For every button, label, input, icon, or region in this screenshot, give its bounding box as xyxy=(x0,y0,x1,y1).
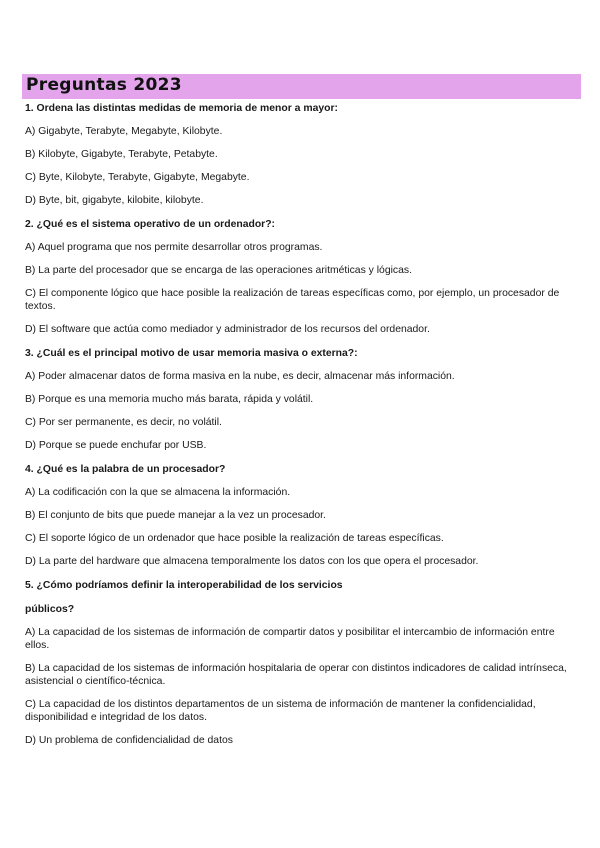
question-5-option-c: C) La capacidad de los distintos departamentos de un sistema de información de mantener la confidencialidad, disponibilidad e integridad de los datos. xyxy=(25,699,536,723)
question-4: 4. ¿Qué es la palabra de un procesador? xyxy=(25,464,226,475)
question-1: 1. Ordena las distintas medidas de memoria de menor a mayor: xyxy=(25,103,338,114)
question-4-option-c: C) El soporte lógico de un ordenador que hace posible la realización de tareas específicas. xyxy=(25,533,444,544)
title-banner xyxy=(22,74,581,99)
question-3-option-c: C) Por ser permanente, es decir, no volátil. xyxy=(25,417,222,428)
question-4-option-a: A) La codificación con la que se almacena la información. xyxy=(25,487,291,498)
question-2-option-d: D) El software que actúa como mediador y administrador de los recursos del ordenador. xyxy=(25,324,430,335)
question-2: 2. ¿Qué es el sistema operativo de un ordenador?: xyxy=(25,219,276,230)
question-2-option-c: C) El componente lógico que hace posible la realización de tareas específicas como, por ejemplo, un procesador de textos. xyxy=(25,288,560,312)
question-2-option-b: B) La parte del procesador que se encarga de las operaciones aritméticas y lógicas. xyxy=(25,265,412,276)
question-3-option-b: B) Porque es una memoria mucho más barata, rápida y volátil. xyxy=(25,394,314,405)
question-2-option-a: A) Aquel programa que nos permite desarrollar otros programas. xyxy=(25,242,323,253)
question-5: 5. ¿Cómo podríamos definir la interoperabilidad de los servicios xyxy=(25,580,343,591)
question-4-option-d: D) La parte del hardware que almacena temporalmente los datos con los que opera el procesador. xyxy=(25,556,479,567)
question-3-option-d: D) Porque se puede enchufar por USB. xyxy=(25,440,207,451)
question-3: 3. ¿Cuál es el principal motivo de usar memoria masiva o externa?: xyxy=(25,348,358,359)
question-1-option-b: B) Kilobyte, Gigabyte, Terabyte, Petabyte. xyxy=(25,149,218,160)
page-title: Preguntas 2023 xyxy=(26,75,182,95)
question-3-option-a: A) Poder almacenar datos de forma masiva en la nube, es decir, almacenar más información. xyxy=(25,371,455,382)
question-1-option-d: D) Byte, bit, gigabyte, kilobite, kilobyte. xyxy=(25,195,204,206)
question-4-option-b: B) El conjunto de bits que puede manejar a la vez un procesador. xyxy=(25,510,326,521)
question-5-option-a: A) La capacidad de los sistemas de información de compartir datos y posibilitar el intercambio de información entre ellos. xyxy=(25,627,555,651)
question-1-option-c: C) Byte, Kilobyte, Terabyte, Gigabyte, Megabyte. xyxy=(25,172,250,183)
question-5-option-d: D) Un problema de confidencialidad de datos xyxy=(25,735,233,746)
question-list xyxy=(25,102,575,747)
question-1-option-a: A) Gigabyte, Terabyte, Megabyte, Kilobyte. xyxy=(25,126,223,137)
question-5-option-b: B) La capacidad de los sistemas de información hospitalaria de operar con distintos indicadores de calidad intrínseca, asistencial o científico-técnica. xyxy=(25,663,567,687)
question-5-continued: públicos? xyxy=(25,604,75,615)
